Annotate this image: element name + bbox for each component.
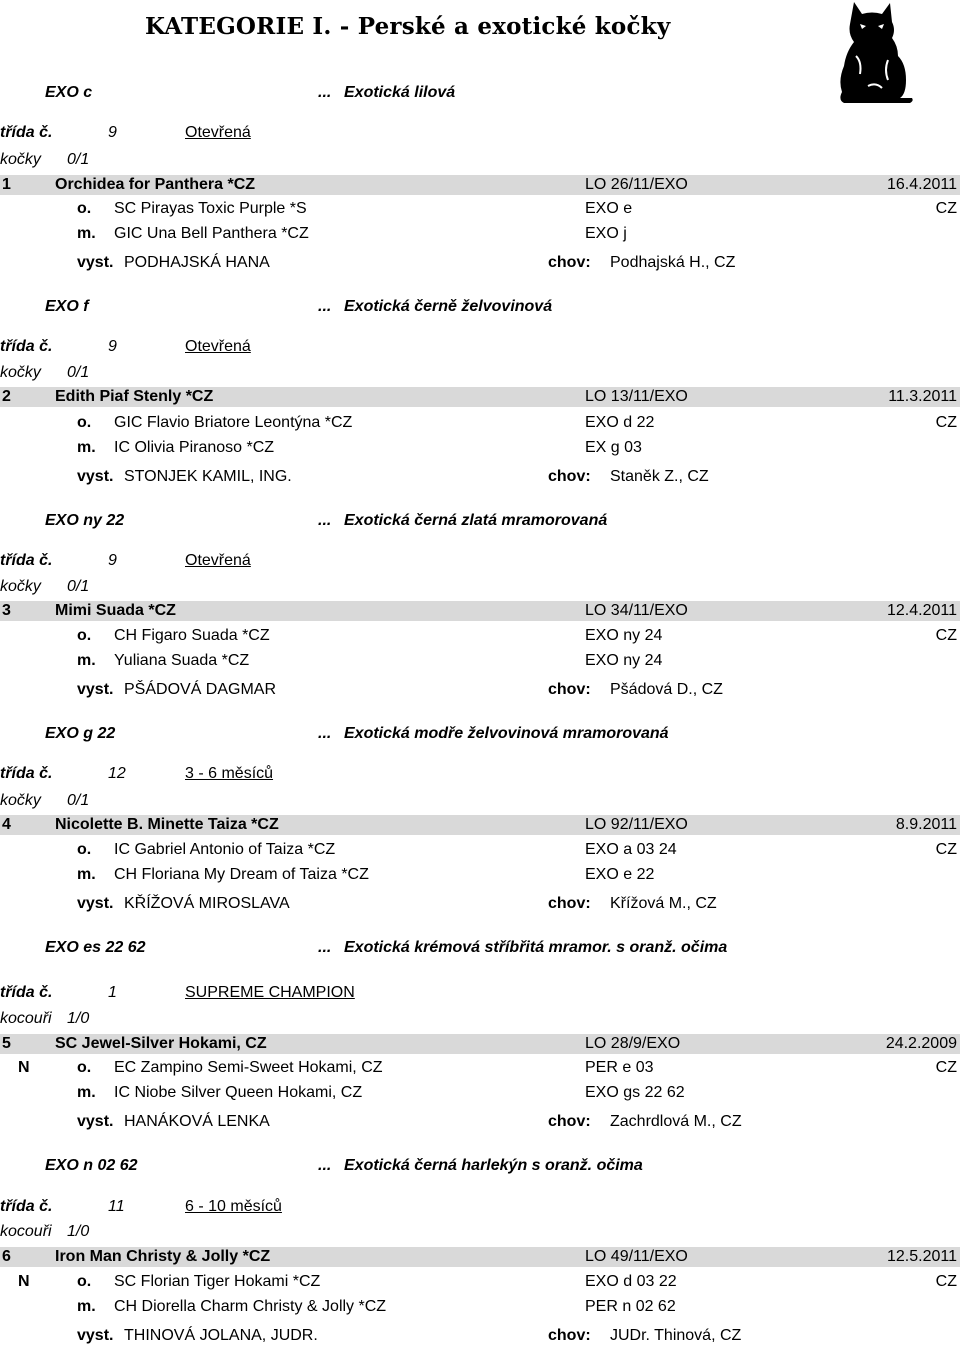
country: CZ <box>935 200 957 217</box>
dam-name: GIC Una Bell Panthera *CZ <box>114 225 309 242</box>
separator: ... <box>318 1157 332 1174</box>
color-description: Exotická modře želvovinová mramorovaná <box>344 725 669 742</box>
class-label: třída č. <box>0 124 53 141</box>
separator: ... <box>318 939 332 956</box>
dam-label: m. <box>77 1298 96 1315</box>
sire-color: EXO d 22 <box>585 414 655 431</box>
sire-name: SC Pirayas Toxic Purple *S <box>114 200 307 217</box>
sex-label: kočky <box>0 578 41 595</box>
sire-color: PER e 03 <box>585 1059 654 1076</box>
registration-number: LO 49/11/EXO <box>585 1248 688 1265</box>
color-code: EXO n 02 62 <box>45 1157 138 1174</box>
class-number: 12 <box>108 765 126 782</box>
breeder-name: Křížová M., CZ <box>610 895 717 912</box>
dam-name: IC Niobe Silver Queen Hokami, CZ <box>114 1084 363 1101</box>
country: CZ <box>935 627 957 644</box>
exhibitor-name: STONJEK KAMIL, ING. <box>124 468 292 485</box>
class-name: 3 - 6 měsíců <box>185 765 274 782</box>
sire-name: GIC Flavio Briatore Leontýna *CZ <box>114 414 353 431</box>
exhibitor-label: vyst. <box>77 681 114 698</box>
sire-name: IC Gabriel Antonio of Taiza *CZ <box>114 841 336 858</box>
color-description: Exotická krémová stříbřitá mramor. s oranž. očima <box>344 939 728 956</box>
class-label: třída č. <box>0 984 53 1001</box>
dam-label: m. <box>77 1084 96 1101</box>
country: CZ <box>935 1059 957 1076</box>
country: CZ <box>935 414 957 431</box>
dam-label: m. <box>77 439 96 456</box>
country: CZ <box>935 1273 957 1290</box>
registration-number: LO 92/11/EXO <box>585 816 688 833</box>
exhibitor-label: vyst. <box>77 1113 114 1130</box>
breeder-label: chov: <box>548 1327 591 1344</box>
class-label: třída č. <box>0 552 53 569</box>
birth-date: 11.3.2011 <box>888 388 957 405</box>
color-code: EXO es 22 62 <box>45 939 146 956</box>
breeder-label: chov: <box>548 895 591 912</box>
registration-number: LO 13/11/EXO <box>585 388 688 405</box>
color-code: EXO g 22 <box>45 725 116 742</box>
color-code: EXO ny 22 <box>45 512 125 529</box>
sex-count: 0/1 <box>67 578 90 595</box>
sex-count: 0/1 <box>67 792 90 809</box>
breeder-label: chov: <box>548 1113 591 1130</box>
cat-name: Orchidea for Panthera *CZ <box>55 176 256 193</box>
class-label: třída č. <box>0 765 53 782</box>
exhibitor-label: vyst. <box>77 468 114 485</box>
entry-number: 3 <box>2 602 11 619</box>
separator: ... <box>318 84 332 101</box>
exhibitor-name: PŠÁDOVÁ DAGMAR <box>124 681 277 698</box>
sex-count: 0/1 <box>67 151 90 168</box>
birth-date: 16.4.2011 <box>887 176 957 193</box>
class-name: 6 - 10 měsíců <box>185 1198 282 1215</box>
sire-label: o. <box>77 1273 92 1290</box>
dam-name: CH Floriana My Dream of Taiza *CZ <box>114 866 369 883</box>
sire-color: EXO ny 24 <box>585 627 663 644</box>
entry-number: 4 <box>2 816 11 833</box>
dam-label: m. <box>77 652 96 669</box>
breeder-label: chov: <box>548 254 591 271</box>
sire-color: EXO d 03 22 <box>585 1273 677 1290</box>
cat-name: SC Jewel-Silver Hokami, CZ <box>55 1035 267 1052</box>
class-name: Otevřená <box>185 552 251 569</box>
color-description: Exotická černá zlatá mramorovaná <box>344 512 608 529</box>
birth-date: 24.2.2009 <box>885 1035 957 1052</box>
sire-name: CH Figaro Suada *CZ <box>114 627 270 644</box>
entry-number: 5 <box>2 1035 11 1052</box>
sex-count: 1/0 <box>67 1223 90 1240</box>
dam-color: EXO j <box>585 225 627 242</box>
birth-date: 12.5.2011 <box>887 1248 957 1265</box>
class-number: 9 <box>108 552 117 569</box>
class-number: 9 <box>108 338 117 355</box>
class-number: 11 <box>108 1198 125 1215</box>
color-description: Exotická lilová <box>344 84 456 101</box>
breeder-name: Zachrdlová M., CZ <box>610 1113 742 1130</box>
class-number: 1 <box>108 984 117 1001</box>
exhibitor-name: KŘÍŽOVÁ MIROSLAVA <box>124 895 290 912</box>
exhibitor-name: HANÁKOVÁ LENKA <box>124 1113 270 1130</box>
sex-label: kočky <box>0 792 41 809</box>
sire-label: o. <box>77 1059 92 1076</box>
color-description: Exotická černá harlekýn s oranž. očima <box>344 1157 643 1174</box>
exhibitor-name: PODHAJSKÁ HANA <box>124 254 270 271</box>
breeder-name: Podhajská H., CZ <box>610 254 736 271</box>
sire-name: SC Florian Tiger Hokami *CZ <box>114 1273 321 1290</box>
registration-number: LO 26/11/EXO <box>585 176 688 193</box>
dam-name: IC Olivia Piranoso *CZ <box>114 439 275 456</box>
cat-name: Iron Man Christy & Jolly *CZ <box>55 1248 271 1265</box>
breeder-name: Staněk Z., CZ <box>610 468 709 485</box>
separator: ... <box>318 512 332 529</box>
exhibitor-name: THINOVÁ JOLANA, JUDR. <box>124 1327 318 1344</box>
dam-color: PER n 02 62 <box>585 1298 676 1315</box>
entry-number: 2 <box>2 388 11 405</box>
class-label: třída č. <box>0 338 53 355</box>
cat-name: Edith Piaf Stenly *CZ <box>55 388 214 405</box>
cat-name: Mimi Suada *CZ <box>55 602 176 619</box>
sire-label: o. <box>77 841 92 858</box>
breeder-name: Pšádová D., CZ <box>610 681 723 698</box>
class-label: třída č. <box>0 1198 53 1215</box>
sire-color: EXO e <box>585 200 633 217</box>
dam-label: m. <box>77 866 96 883</box>
cat-name: Nicolette B. Minette Taiza *CZ <box>55 816 279 833</box>
breeder-name: JUDr. Thinová, CZ <box>610 1327 742 1344</box>
class-name: SUPREME CHAMPION <box>185 984 355 1001</box>
sex-label: kocouři <box>0 1010 52 1027</box>
separator: ... <box>318 725 332 742</box>
dam-color: EXO ny 24 <box>585 652 663 669</box>
color-description: Exotická černě želvovinová <box>344 298 553 315</box>
sex-count: 0/1 <box>67 364 90 381</box>
dam-name: CH Diorella Charm Christy & Jolly *CZ <box>114 1298 387 1315</box>
exhibitor-label: vyst. <box>77 1327 114 1344</box>
cat-silhouette-icon <box>832 0 914 104</box>
sex-label: kocouři <box>0 1223 52 1240</box>
registration-number: LO 28/9/EXO <box>585 1035 681 1052</box>
registration-number: LO 34/11/EXO <box>585 602 688 619</box>
birth-date: 12.4.2011 <box>887 602 957 619</box>
sex-label: kočky <box>0 151 41 168</box>
sire-color: EXO a 03 24 <box>585 841 677 858</box>
entry-number: 6 <box>2 1248 11 1265</box>
class-name: Otevřená <box>185 124 251 141</box>
sire-name: EC Zampino Semi-Sweet Hokami, CZ <box>114 1059 383 1076</box>
color-code: EXO c <box>45 84 93 101</box>
birth-date: 8.9.2011 <box>895 816 957 833</box>
new-mark: N <box>18 1059 30 1076</box>
exhibitor-label: vyst. <box>77 895 114 912</box>
page-title: KATEGORIE I. - Perské a exotické kočky <box>145 13 671 40</box>
dam-color: EX g 03 <box>585 439 642 456</box>
breeder-label: chov: <box>548 468 591 485</box>
dam-label: m. <box>77 225 96 242</box>
country: CZ <box>935 841 957 858</box>
sex-count: 1/0 <box>67 1010 90 1027</box>
sire-label: o. <box>77 200 92 217</box>
new-mark: N <box>18 1273 30 1290</box>
dam-name: Yuliana Suada *CZ <box>114 652 250 669</box>
separator: ... <box>318 298 332 315</box>
sire-label: o. <box>77 414 92 431</box>
entry-number: 1 <box>2 176 11 193</box>
dam-color: EXO e 22 <box>585 866 655 883</box>
sex-label: kočky <box>0 364 41 381</box>
sire-label: o. <box>77 627 92 644</box>
color-code: EXO f <box>45 298 89 315</box>
breeder-label: chov: <box>548 681 591 698</box>
dam-color: EXO gs 22 62 <box>585 1084 685 1101</box>
class-name: Otevřená <box>185 338 251 355</box>
exhibitor-label: vyst. <box>77 254 114 271</box>
class-number: 9 <box>108 124 117 141</box>
